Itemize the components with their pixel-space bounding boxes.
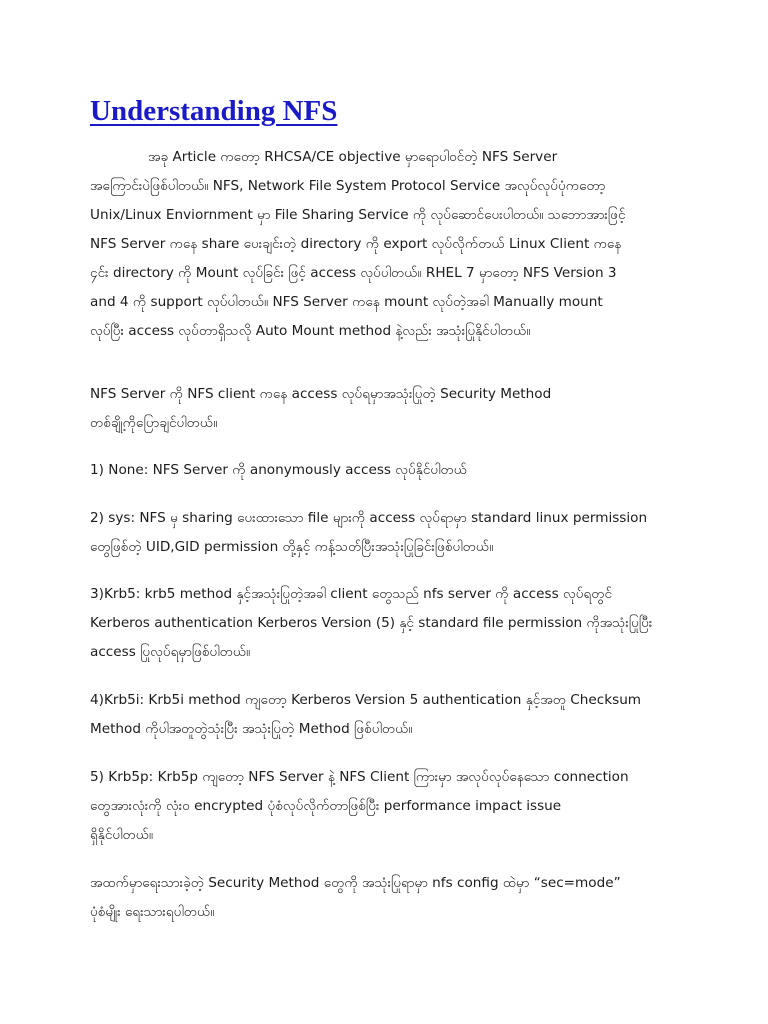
text-line: Kerberos authentication Kerberos Version (5) နှင့် standard file permission ကိုအသုံးပြုပြီး [90, 615, 653, 631]
security-method-none [90, 456, 680, 485]
text-line: ပုံစံမျိုး ရေးသားရပါတယ်။ [90, 904, 215, 920]
text-line: အကြောင်းပဲဖြစ်ပါတယ်။ NFS, Network File System Protocol Service အလုပ်လုပ်ပုံကတော့ [90, 178, 606, 194]
intro-paragraph [90, 143, 680, 346]
security-method-krb5 [90, 580, 680, 667]
text-line: အခု Article ကတော့ RHCSA/CE objective မှာရောပါဝင်တဲ့ NFS Server [148, 149, 558, 165]
text-line: NFS Server ကို NFS client ကနေ access လုပ်ရမှာအသုံးပြုတဲ့ Security Method [90, 386, 552, 402]
text-line: Method ကိုပါအတူတွဲသုံးပြီး အသုံးပြုတဲ့ Method ဖြစ်ပါတယ်။ [90, 721, 413, 737]
text-line: 2) sys: NFS မှ sharing ပေးထားသော file များကို access လုပ်ရာမှာ standard linux permission [90, 510, 648, 526]
text-line: access ပြုလုပ်ရမှာဖြစ်ပါတယ်။ [90, 644, 251, 660]
text-line: ၄င်း directory ကို Mount လုပ်ခြင်း ဖြင့် access လုပ်ပါတယ်။ RHEL 7 မှာတော့ NFS Version 3 [90, 265, 617, 281]
text-line: တွေဖြစ်တဲ့ UID,GID permission တို့နှင့် ကန့်သတ်ပြီးအသုံးပြုခြင်းဖြစ်ပါတယ်။ [90, 539, 494, 555]
security-methods-intro [90, 380, 680, 438]
text-line: and 4 ကို support လုပ်ပါတယ်။ NFS Server ကနေ mount လုပ်တဲ့အခါ Manually mount [90, 294, 603, 310]
text-line: Unix/Linux Enviornment မှာ File Sharing Service ကို လုပ်ဆောင်ပေးပါတယ်။ သဘောအားဖြင့် [90, 207, 626, 223]
document-title: Understanding NFS [90, 95, 338, 127]
security-method-sys [90, 504, 680, 562]
text-line: NFS Server ကနေ share ပေးချင်းတဲ့ directory ကို export လုပ်လိုက်တယ် Linux Client ကနေ [90, 236, 622, 252]
text-line: 5) Krb5p: Krb5p ကျတော့ NFS Server နဲ့ NFS Client ကြားမှာ အလုပ်လုပ်နေသော connection [90, 769, 629, 785]
security-method-krb5i [90, 686, 680, 744]
text-line: 1) None: NFS Server ကို anonymously access လုပ်နိုင်ပါတယ် [90, 462, 467, 478]
text-line: လုပ်ပြီး access လုပ်တာရှိသလို Auto Mount method နဲ့လည်း အသုံးပြုနိုင်ပါတယ်။ [90, 323, 531, 339]
text-line: အထက်မှာရေးသားခဲ့တဲ့ Security Method တွေကို အသုံးပြုရာမှာ nfs config ထဲမှာ “sec=mode” [90, 875, 621, 891]
text-line: ရှိနိုင်ပါတယ်။ [90, 827, 154, 843]
closing-paragraph [90, 869, 680, 927]
text-line: တစ်ချို့ကိုပြောချင်ပါတယ်။ [90, 415, 218, 431]
security-method-krb5p [90, 763, 680, 850]
text-line: တွေအားလုံးကို လုံးဝ encrypted ပုံစံလုပ်လိုက်တာဖြစ်ပြီး performance impact issue [90, 798, 562, 814]
text-line: 3)Krb5: krb5 method နှင့်အသုံးပြုတဲ့အခါ client တွေသည် nfs server ကို access လုပ်ရတွင် [90, 586, 613, 602]
text-line: 4)Krb5i: Krb5i method ကျတော့ Kerberos Version 5 authentication နှင့်အတူ Checksum [90, 692, 642, 708]
